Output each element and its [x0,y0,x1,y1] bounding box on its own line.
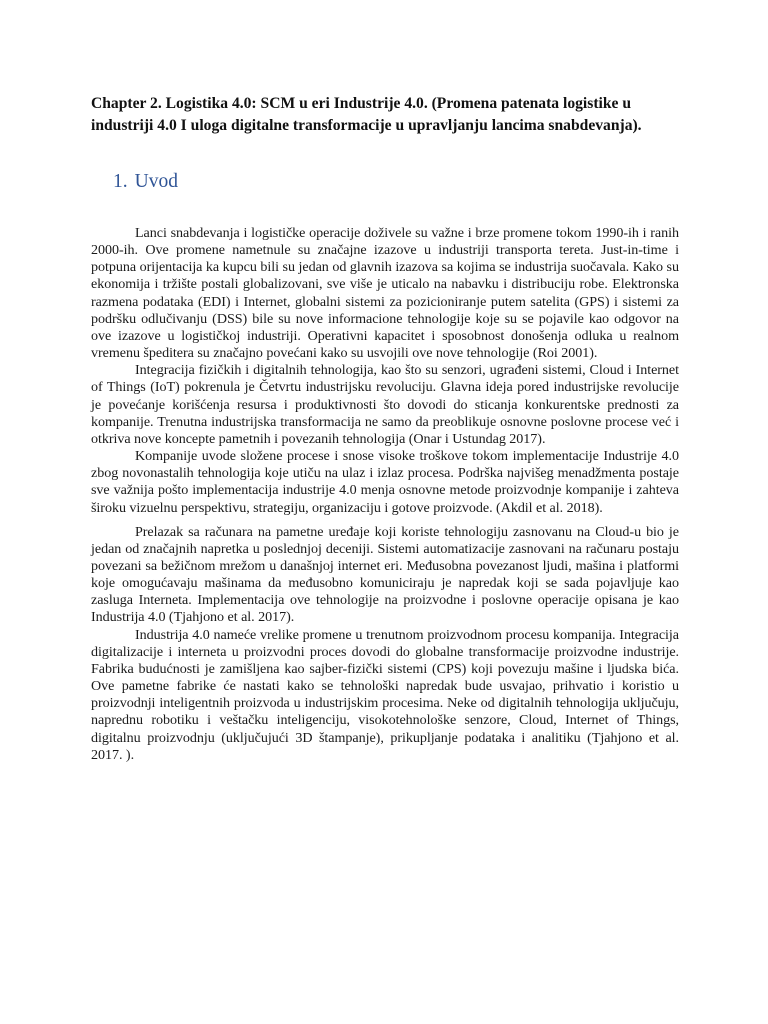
paragraph-5: Industrija 4.0 nameće vrelike promene u trenutnom proizvodnom procesu kompanija. Integracija digitalizacije i interneta u proizvodni proces dovodi do globalne transformacije proizvodne industrije. Fabrika budućnosti je zamišljena kao sajber-fizički sistemi (CPS) koji povezuju mašine i ljudska bića. Ove pametne fabrike će nastati kako se tehnološki napredak bude usvajao, prihvatio i koristio u proizvodnji inteligentnih proizvoda u industrijskim procesima. Neke od digitalnih tehnologija uključuju, naprednu robotiku i veštačku inteligenciju, visokotehnološke senzore, Cloud, Internet of Things, digitalnu proizvodnju (uključujući 3D štampanje), prikupljanje podataka i analitiku (Tjahjono et al. 2017. ). [91,626,679,763]
section-heading [91,169,679,195]
chapter-title: Chapter 2. Logistika 4.0: SCM u eri Industrije 4.0. (Promena patenata logistike u industriji 4.0 I uloga digitalne transformacije u upravljanju lancima snabdevanja). [91,95,642,134]
document-page [91,93,679,764]
paragraph-4: Prelazak sa računara na pametne uređaje koji koriste tehnologiju zasnovanu na Cloud-u bio je jedan od značajnih napretka u poslednjoj deceniji. Sistemi automatizacije zasnovani na računaru postaju povezani sa bežičnom mrežom u današnjoj internet eri. Međusobna povezanost ljudi, mašina i platformi koje omogućavaju mašinama da međusobno komuniciraju je napredak koji se sada pojavljuje kao zasluga Interneta. Implementacija ove tehnologije na proizvodne i poslovne operacije opisana je kao Industrija 4.0 (Tjahjono et al. 2017). [91,523,679,626]
paragraph-3: Kompanije uvode složene procese i snose visoke troškove tokom implementacije Industrije 4.0 zbog novonastalih tehnologija koje utiču na ulaz i izlaz procesa. Podrška najvišeg menadžmenta postaje sve važnija pošto implementacija industrije 4.0 menja osnovne metode proizvodnje kompanije i zahteva široku vizuelnu perspektivu, strategiju, organizaciju i gotove proizvode. (Akdil et al. 2018). [91,448,679,516]
paragraph-1: Lanci snabdevanja i logističke operacije doživele su važne i brze promene tokom 1990-ih i ranih 2000-ih. Ove promene nametnule su značajne izazove u industriji transporta tereta. Just-in-time i potpuna orijentacija ka kupcu bili su jedan od glavnih izazova sa kojima se industrija suočavala. Kako su ekonomija i tržište postali globalizovani, sve više je uticalo na nabavku i distribuciju robe. Elektronska razmena podataka (EDI) i Internet, globalni sistemi za pozicioniranje putem satelita (GPS) i sistemi za podršku odlučivanju (DSS) bile su nove informacione tehnologije koje su se pojavile kao odgovor na ove izazove u logističkoj industriji. Operativni kapacitet i sposobnost donošenja odluka u realnom vremenu špeditera su značajno povećani kako su usvojili ove nove tehnologije (Roi 2001). [91,225,679,362]
section-title: Uvod [134,171,178,192]
section-number: 1. [113,171,128,192]
paragraph-2: Integracija fizičkih i digitalnih tehnologija, kao što su senzori, ugrađeni sistemi, Cloud i Internet of Things (IoT) pokrenula je Četvrtu industrijsku revoluciju. Glavna ideja pored industrijske revolucije je povećanje korišćenja resursa i produktivnosti što dovodi do sticanja konkurentske prednosti za kompanije. Trenutna industrijska transformacija ne samo da preoblikuje osnovne poslovne procese već i otkriva nove koncepte pametnih i povezanih tehnologija (Onar i Ustundag 2017). [91,362,679,447]
body-text [91,225,679,764]
